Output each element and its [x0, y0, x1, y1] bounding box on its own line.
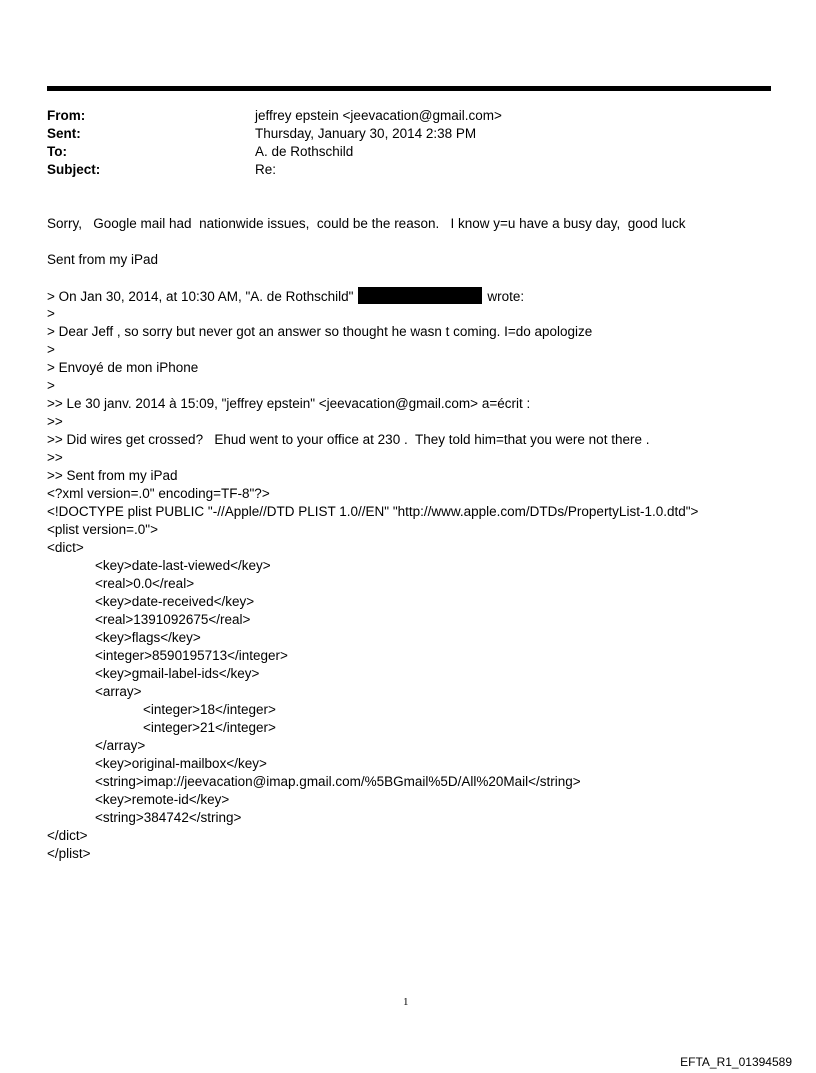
plist-line: <key>original-mailbox</key>	[95, 756, 267, 771]
redaction-box	[358, 287, 482, 304]
plist-line: <key>remote-id</key>	[95, 792, 230, 807]
plist-line: <plist version=.0">	[47, 522, 158, 537]
plist-line: <dict>	[47, 540, 84, 555]
quote-header-wrote: wrote:	[487, 289, 525, 304]
quote-header-text: > On Jan 30, 2014, at 10:30 AM, "A. de Rothschild"	[47, 289, 354, 304]
plist-line: <key>gmail-label-ids</key>	[95, 666, 260, 681]
page-number: 1	[403, 996, 409, 1008]
quote-line: > Envoyé de mon iPhone	[47, 360, 199, 375]
message-line: Sorry, Google mail had nationwide issues, could be the reason. I know y=u have a busy day, good luck	[47, 216, 686, 231]
plist-line: <integer>8590195713</integer>	[95, 648, 288, 663]
plist-line: <!DOCTYPE plist PUBLIC "-//Apple//DTD PLIST 1.0//EN" "http://www.apple.com/DTDs/PropertyList-1.0.dtd">	[47, 504, 699, 519]
plist-line: <key>date-received</key>	[95, 594, 255, 609]
subject-row	[47, 161, 502, 179]
plist-line: <key>date-last-viewed</key>	[95, 558, 271, 573]
sent-row	[47, 125, 502, 143]
quote-line: >	[47, 342, 55, 357]
quote-line: > Dear Jeff , so sorry but never got an answer so thought he wasn t coming. I=do apologize	[47, 324, 593, 339]
plist-line: <key>flags</key>	[95, 630, 201, 645]
from-row	[47, 107, 502, 125]
subject-label: Subject:	[47, 162, 101, 177]
sent-value: Thursday, January 30, 2014 2:38 PM	[255, 126, 477, 141]
quote-line: >> Did wires get crossed? Ehud went to your office at 230 . They told him=that you were not there .	[47, 432, 650, 447]
quote-line: >	[47, 306, 55, 321]
signature-line: Sent from my iPad	[47, 252, 159, 267]
from-label: From:	[47, 108, 86, 123]
subject-value: Re:	[255, 162, 277, 177]
plist-line: </array>	[95, 738, 146, 753]
sent-label: Sent:	[47, 126, 81, 141]
header-rule	[47, 86, 771, 91]
quote-line: >>	[47, 450, 63, 465]
plist-line: <real>1391092675</real>	[95, 612, 251, 627]
plist-line: <array>	[95, 684, 142, 699]
document-id: EFTA_R1_01394589	[680, 1055, 792, 1069]
quote-line: >	[47, 378, 55, 393]
plist-line: <real>0.0</real>	[95, 576, 195, 591]
from-value: jeffrey epstein <jeevacation@gmail.com>	[255, 108, 502, 123]
quote-header-line	[47, 287, 787, 305]
to-label: To:	[47, 144, 67, 159]
plist-line: </dict>	[47, 828, 88, 843]
plist-line: <?xml version=.0" encoding=TF-8"?>	[47, 486, 270, 501]
quote-line: >> Sent from my iPad	[47, 468, 178, 483]
plist-line: </plist>	[47, 846, 91, 861]
plist-line: <integer>21</integer>	[143, 720, 276, 735]
plist-line: <string>384742</string>	[95, 810, 242, 825]
email-header	[47, 107, 502, 179]
to-row	[47, 143, 502, 161]
to-value: A. de Rothschild	[255, 144, 354, 159]
quote-line: >>	[47, 414, 63, 429]
email-body	[47, 215, 787, 863]
quote-line: >> Le 30 janv. 2014 à 15:09, "jeffrey epstein" <jeevacation@gmail.com> a=écrit :	[47, 396, 531, 411]
plist-line: <integer>18</integer>	[143, 702, 276, 717]
plist-line: <string>imap://jeevacation@imap.gmail.com/%5BGmail%5D/All%20Mail</string>	[95, 774, 581, 789]
